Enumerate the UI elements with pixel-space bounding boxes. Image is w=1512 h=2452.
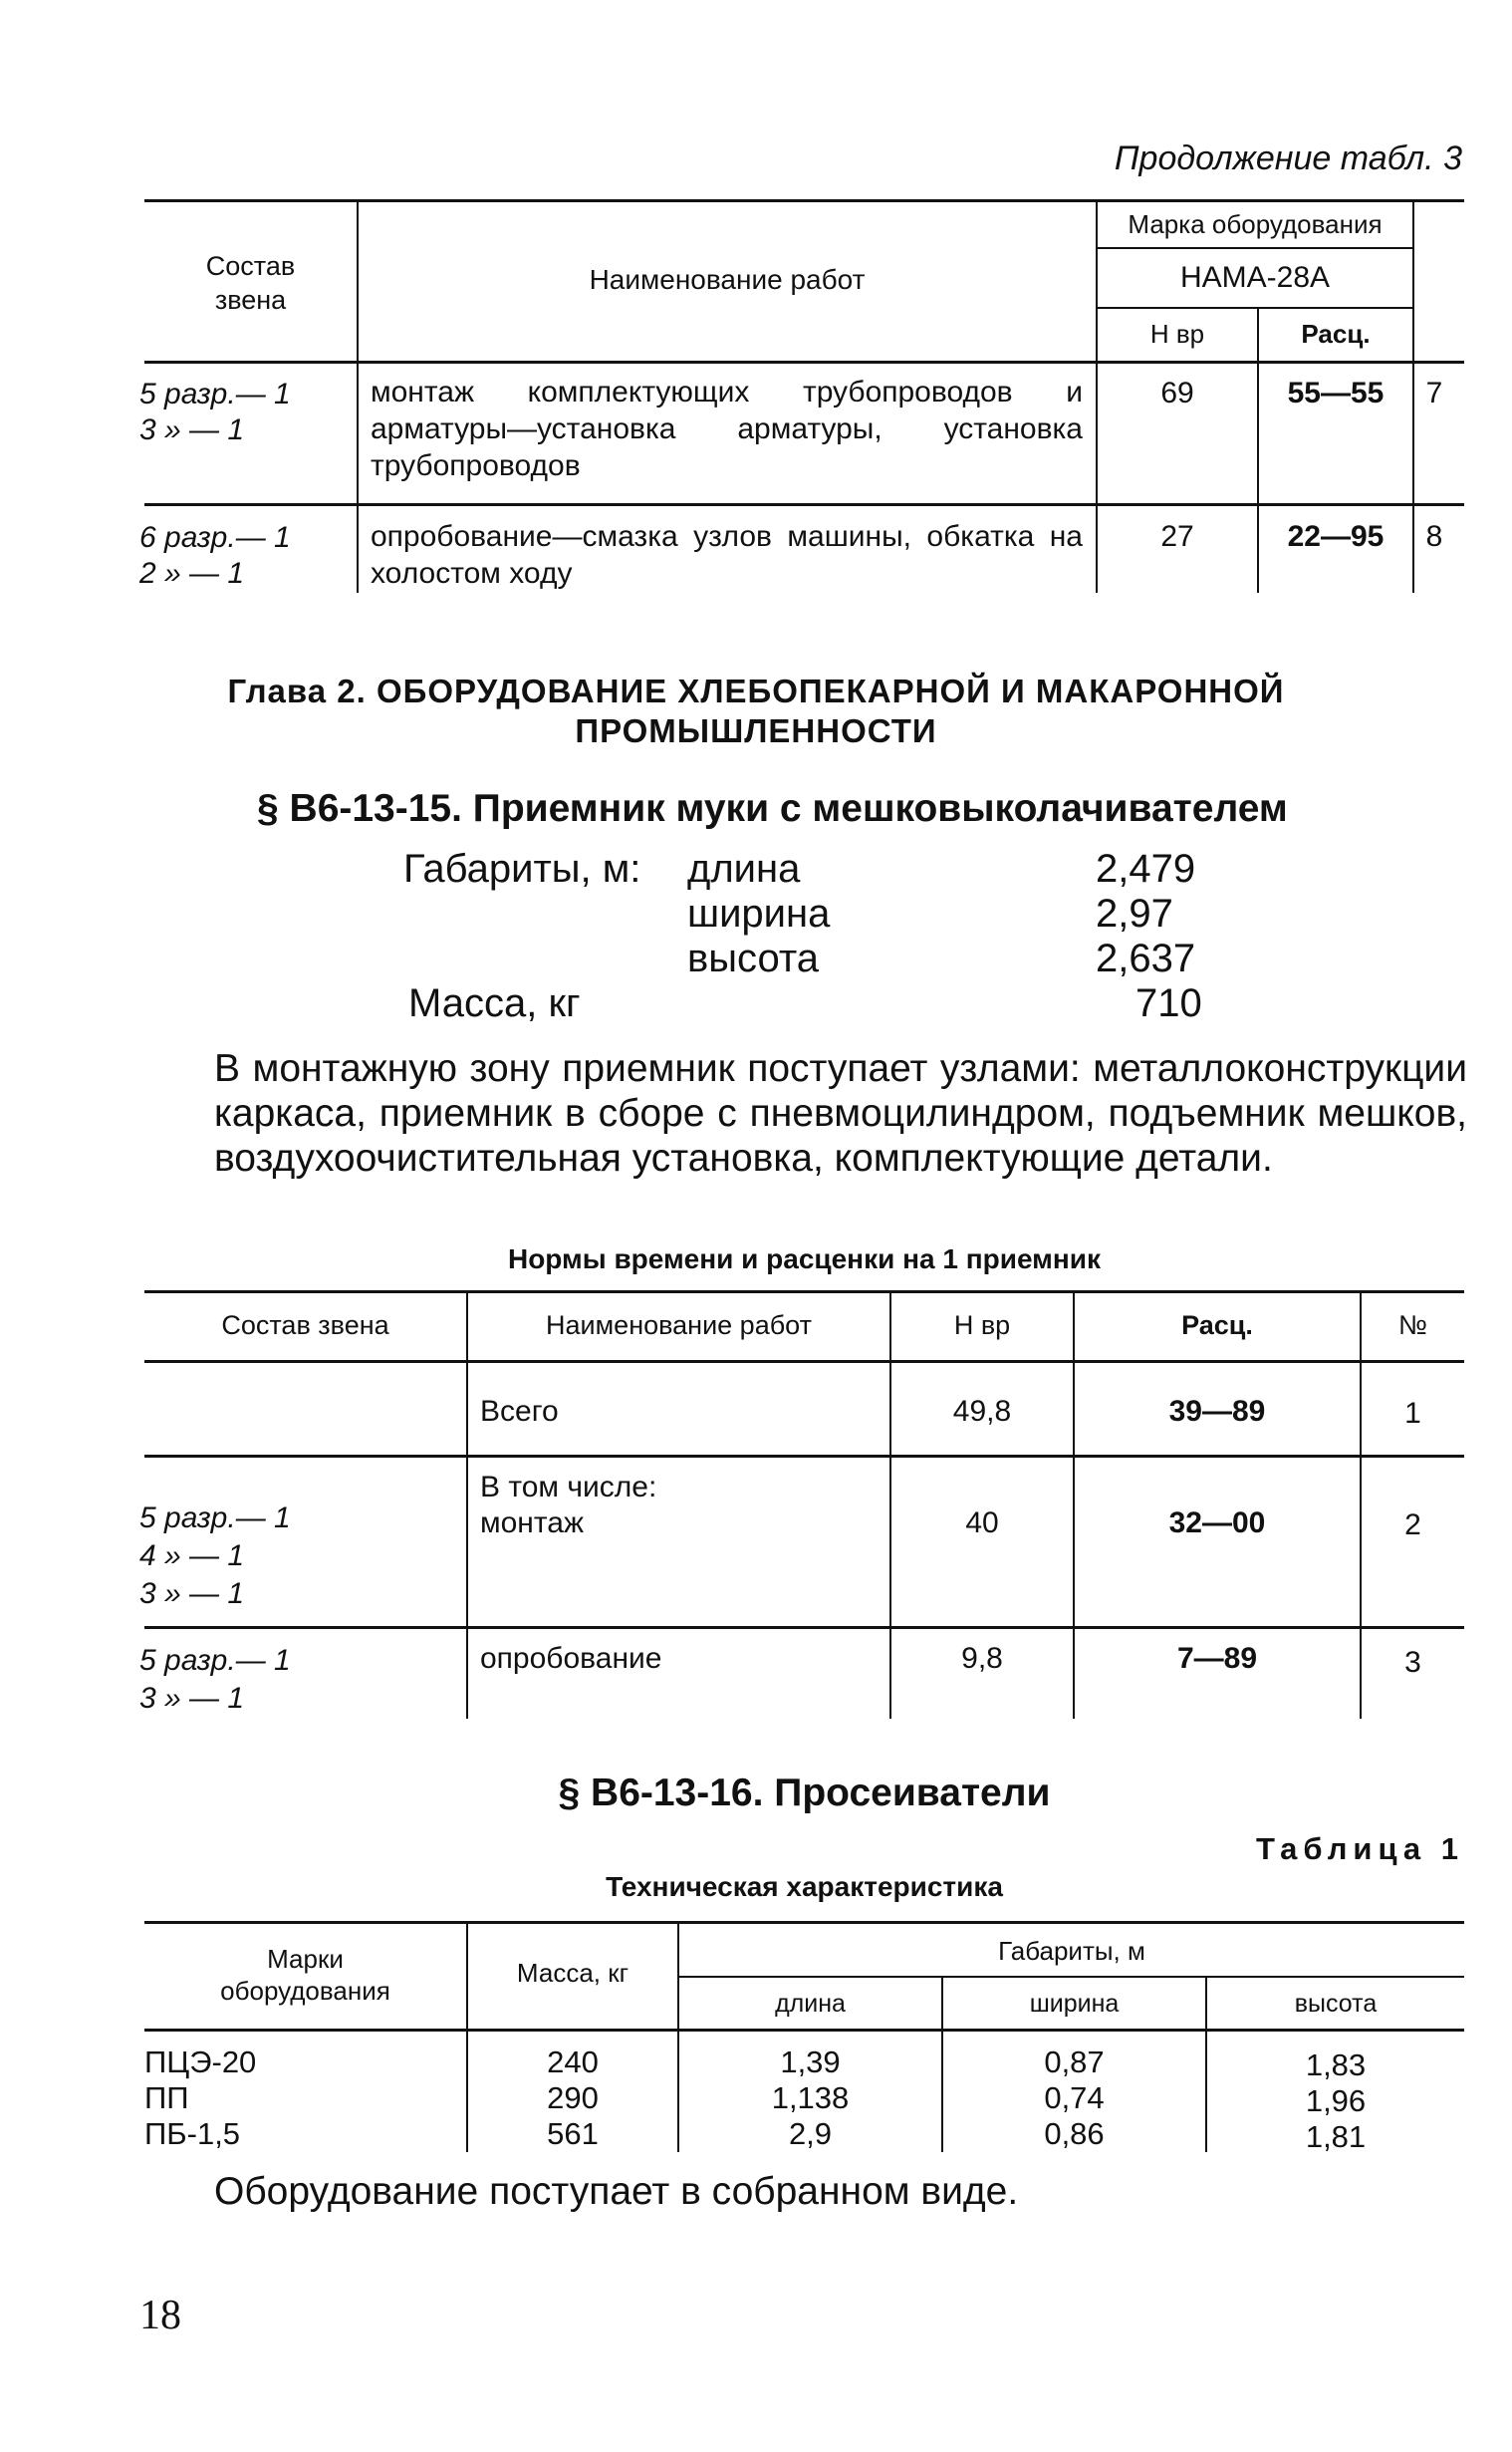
page-number: 18 xyxy=(139,2293,181,2338)
norms-header-crew: Состав звена xyxy=(221,1310,389,1340)
length-label: длина xyxy=(687,847,801,891)
table-row-mass: 290 xyxy=(547,2080,599,2115)
section-15-paragraph: В монтажную зону приемник поступает узлами: металлоконструкции каркаса, приемник в сборе с пневмоцилиндром, подъемник мешков, воздухоочистительная установка, комплектующие детали. xyxy=(214,1047,1467,1180)
table-header-work: Наименование работ xyxy=(589,264,866,295)
table-header-rate: Расц. xyxy=(1301,319,1371,349)
width-value: 2,97 xyxy=(1096,892,1173,936)
table-row-crew: 5 разр.— 1 4 » — 1 3 » — 1 xyxy=(139,1501,291,1610)
table-row-crew: 5 разр.— 1 3 » — 1 xyxy=(139,378,291,446)
table-row-hvr: 49,8 xyxy=(952,1395,1012,1428)
table-1-label: Таблица 1 xyxy=(1255,1831,1464,1866)
table-row-hvr: 69 xyxy=(1160,377,1194,409)
table-row-brand: ПБ-1,5 xyxy=(144,2116,241,2151)
norms-header-work: Наименование работ xyxy=(546,1310,812,1340)
table-row-num: 2 xyxy=(1404,1508,1421,1541)
table-header-crew: Состав звена xyxy=(205,251,296,315)
table-row-hvr: 40 xyxy=(965,1506,999,1539)
mass-label: Масса, кг xyxy=(408,981,581,1025)
table-header-brand: Марка оборудования xyxy=(1128,209,1383,239)
section-16-note: Оборудование поступает в собранном виде. xyxy=(214,2170,1019,2213)
height-value: 2,637 xyxy=(1096,937,1196,980)
table-row-num: 1 xyxy=(1404,1397,1421,1430)
tech-header-mass: Масса, кг xyxy=(516,1958,630,1988)
mass-value: 710 xyxy=(1135,981,1202,1025)
table-row-brand: ПЦЭ-20 xyxy=(144,2044,257,2079)
tech-table-title: Техническая характеристика xyxy=(606,1871,1003,1902)
norms-header-num: № xyxy=(1398,1310,1427,1340)
table-row-crew: 6 разр.— 1 2 » — 1 xyxy=(139,521,291,590)
height-label: высота xyxy=(687,937,819,980)
table-row-num: 8 xyxy=(1425,520,1443,553)
norms-header-rate: Расц. xyxy=(1181,1310,1253,1340)
table-row-work: Всего xyxy=(480,1395,559,1428)
table-row-height: 1,96 xyxy=(1305,2083,1367,2118)
table-row-height: 1,81 xyxy=(1305,2119,1367,2154)
length-value: 2,479 xyxy=(1096,847,1196,891)
table-row-work: опробование—смазка узлов машины, обкатка на холостом ходу xyxy=(371,520,1083,590)
table-row-rate: 7—89 xyxy=(1176,1642,1258,1675)
table-row-brand: ПП xyxy=(144,2080,189,2115)
table-row-mass: 561 xyxy=(547,2116,599,2151)
table-row-width: 0,87 xyxy=(1044,2044,1105,2079)
tech-header-length: длина xyxy=(775,1990,846,2018)
table-row-length: 2,9 xyxy=(788,2116,833,2151)
table-row-mass: 240 xyxy=(547,2044,599,2079)
table-row-hvr: 27 xyxy=(1160,520,1194,553)
chapter-heading-line2: ПРОМЫШЛЕННОСТИ xyxy=(575,712,937,749)
section-16-title: § В6-13-16. Просеиватели xyxy=(558,1771,1051,1814)
norms-header-hvr: Н вр xyxy=(953,1310,1011,1340)
table-row-width: 0,74 xyxy=(1044,2080,1105,2115)
table-row-work: монтаж комплектующих трубопроводов и арматуры—установка арматуры, установка трубопроводов xyxy=(371,376,1083,482)
table-row-crew: 5 разр.— 1 3 » — 1 xyxy=(139,1644,291,1715)
table-row-length: 1,39 xyxy=(780,2044,841,2079)
table-row-hvr: 9,8 xyxy=(961,1642,1003,1675)
width-label: ширина xyxy=(687,892,831,936)
continuation-label: Продолжение табл. 3 xyxy=(1114,139,1462,177)
tech-header-dims: Габариты, м xyxy=(998,1936,1145,1966)
table-row-height: 1,83 xyxy=(1305,2047,1367,2082)
tech-header-height: высота xyxy=(1294,1990,1378,2018)
table-row-width: 0,86 xyxy=(1044,2116,1105,2151)
table-header-model: НАМА-28А xyxy=(1179,261,1331,294)
table-row-work: В том числе: монтаж xyxy=(480,1471,657,1539)
chapter-heading-line1: Глава 2. ОБОРУДОВАНИЕ ХЛЕБОПЕКАРНОЙ И МАКАРОННОЙ xyxy=(227,673,1285,709)
table-row-length: 1,138 xyxy=(771,2080,850,2115)
section-15-title: § В6-13-15. Приемник муки с мешковыколачивателем xyxy=(257,787,1288,830)
tech-header-width: ширина xyxy=(1029,1990,1120,2018)
norms-table-title: Нормы времени и расценки на 1 приемник xyxy=(507,1243,1101,1274)
table-row-rate: 32—00 xyxy=(1168,1506,1266,1539)
dimensions-label: Габариты, м: xyxy=(403,847,641,891)
table-row-work: опробование xyxy=(480,1642,662,1675)
table-row-rate: 55—55 xyxy=(1287,377,1385,409)
table-row-num: 7 xyxy=(1425,377,1443,409)
table-row-rate: 39—89 xyxy=(1168,1395,1266,1428)
table-row-num: 3 xyxy=(1404,1646,1421,1679)
table-header-hvr: Н вр xyxy=(1149,319,1205,349)
table-row-rate: 22—95 xyxy=(1287,520,1385,553)
tech-header-brand: Марки оборудования xyxy=(220,1944,390,2006)
